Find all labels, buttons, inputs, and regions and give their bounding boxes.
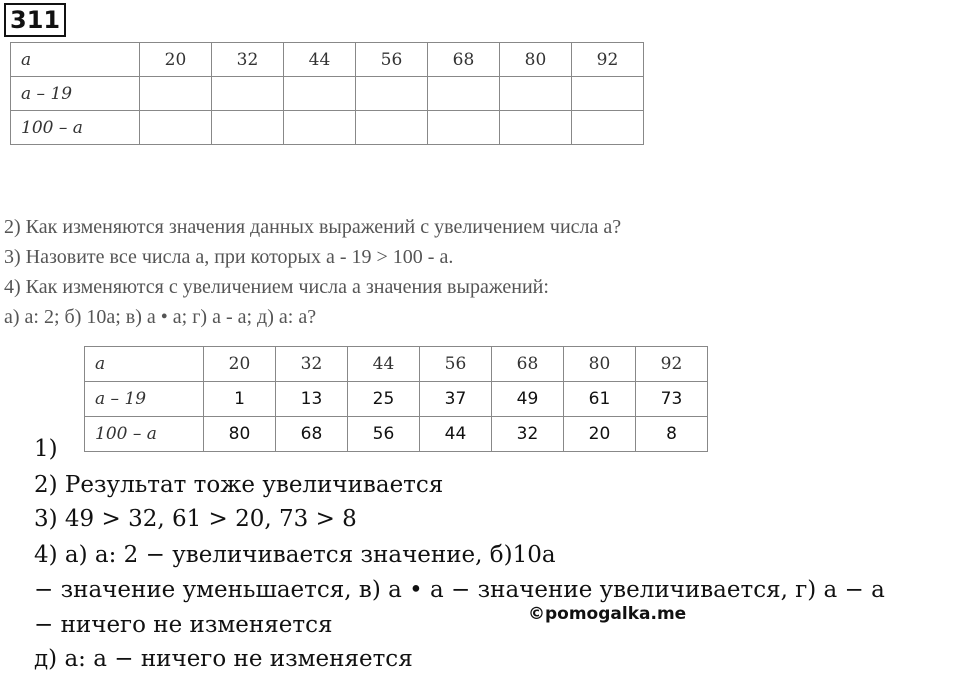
answer-3: 3) 49 > 32, 61 > 20, 73 > 8 <box>34 506 357 532</box>
row-label: 100 – a <box>85 417 204 452</box>
answer-cell: 1 <box>204 382 276 417</box>
table-row <box>11 43 644 77</box>
value-cell: 44 <box>284 43 356 77</box>
row-label: a – 19 <box>85 382 204 417</box>
value-cell: 80 <box>500 43 572 77</box>
answer-cell: 25 <box>348 382 420 417</box>
empty-cell <box>500 111 572 145</box>
value-cell: 68 <box>492 347 564 382</box>
empty-cell <box>284 111 356 145</box>
value-cell: 32 <box>212 43 284 77</box>
row-label: 100 – a <box>11 111 140 145</box>
answer-cell: 37 <box>420 382 492 417</box>
table-row <box>85 347 708 382</box>
answer-cell: 32 <box>492 417 564 452</box>
table-row <box>85 417 708 452</box>
empty-cell <box>140 111 212 145</box>
answer-1: 1) <box>34 436 58 462</box>
row-label: a – 19 <box>11 77 140 111</box>
value-cell: 32 <box>276 347 348 382</box>
answer-cell: 73 <box>636 382 708 417</box>
value-cell: 92 <box>572 43 644 77</box>
answer-cell: 20 <box>564 417 636 452</box>
answer-cell: 61 <box>564 382 636 417</box>
answer-cell: 44 <box>420 417 492 452</box>
answer-cell: 56 <box>348 417 420 452</box>
question-4: 4) Как изменяются с увеличением числа а значения выражений: <box>4 276 549 298</box>
answer-4: 4) а) а: 2 − увеличивается значение, б)10а <box>34 542 556 568</box>
value-cell: 68 <box>428 43 500 77</box>
value-cell: 92 <box>636 347 708 382</box>
empty-cell <box>356 77 428 111</box>
value-cell: 44 <box>348 347 420 382</box>
empty-cell <box>140 77 212 111</box>
value-cell: 20 <box>204 347 276 382</box>
empty-cell <box>212 111 284 145</box>
watermark: ©pomogalka.me <box>528 604 687 624</box>
table-row <box>11 111 644 145</box>
value-cell: 20 <box>140 43 212 77</box>
question-3: 3) Назовите все числа а, при которых а - 19 > 100 - а. <box>4 246 454 268</box>
answer-4-cont2: − ничего не изменяется <box>34 612 333 638</box>
answer-cell: 13 <box>276 382 348 417</box>
answer-cell: 8 <box>636 417 708 452</box>
answer-4-cont: − значение уменьшается, в) а • а − значение увеличивается, г) а − а <box>34 577 885 603</box>
question-4-options: а) а: 2; б) 10а; в) а • а; г) а - а; д) а: а? <box>4 306 317 328</box>
answer-table <box>84 346 708 452</box>
value-cell: 56 <box>356 43 428 77</box>
empty-cell <box>212 77 284 111</box>
empty-cell <box>500 77 572 111</box>
answer-cell: 68 <box>276 417 348 452</box>
blank-table <box>10 42 644 145</box>
answer-4-d: д) а: а − ничего не изменяется <box>34 646 413 672</box>
header-cell: a <box>11 43 140 77</box>
answer-cell: 80 <box>204 417 276 452</box>
table-row <box>85 382 708 417</box>
question-2: 2) Как изменяются значения данных выражений с увеличением числа а? <box>4 216 622 238</box>
value-cell: 56 <box>420 347 492 382</box>
empty-cell <box>356 111 428 145</box>
empty-cell <box>284 77 356 111</box>
value-cell: 80 <box>564 347 636 382</box>
answer-2: 2) Результат тоже увеличивается <box>34 472 444 498</box>
empty-cell <box>572 111 644 145</box>
header-cell: a <box>85 347 204 382</box>
empty-cell <box>428 111 500 145</box>
answer-cell: 49 <box>492 382 564 417</box>
empty-cell <box>572 77 644 111</box>
task-number: 311 <box>4 3 66 37</box>
empty-cell <box>428 77 500 111</box>
table-row <box>11 77 644 111</box>
